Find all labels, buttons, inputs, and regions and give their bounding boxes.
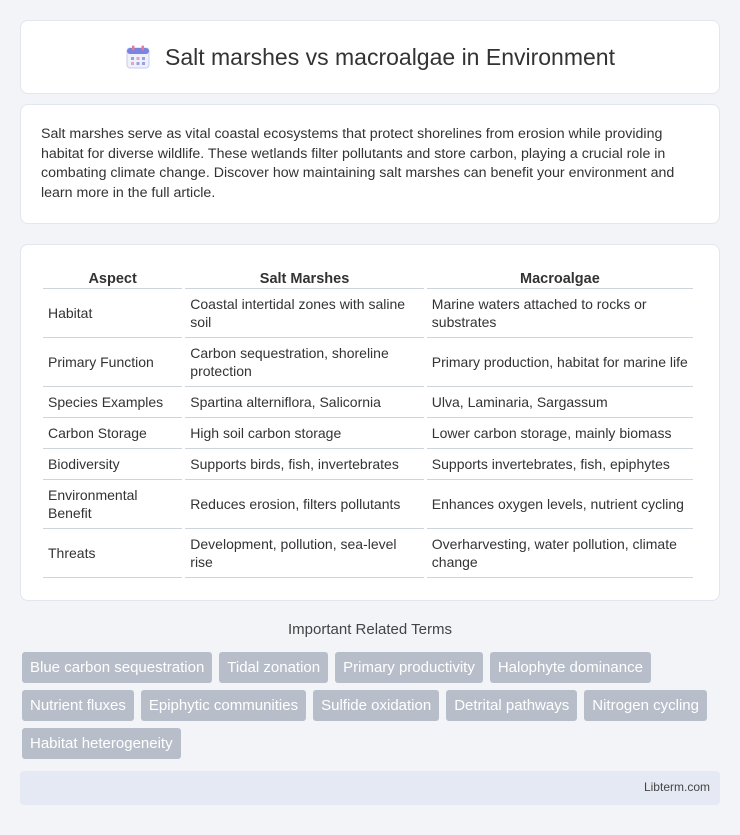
table-cell: Primary Function <box>43 338 182 387</box>
page-title: Salt marshes vs macroalgae in Environment <box>165 43 615 70</box>
calendar-icon <box>125 44 151 70</box>
table-cell: Lower carbon storage, mainly biomass <box>427 418 693 449</box>
table-row <box>43 418 693 449</box>
table-cell: Supports invertebrates, fish, epiphytes <box>427 449 693 480</box>
column-header-macroalgae: Macroalgae <box>427 267 693 289</box>
intro-card <box>20 104 720 224</box>
table-card <box>20 244 720 601</box>
table-cell: Carbon sequestration, shoreline protection <box>185 338 424 387</box>
table-header-row <box>43 267 693 289</box>
related-terms-list <box>22 652 722 759</box>
related-term-tag[interactable]: Epiphytic communities <box>141 690 306 721</box>
related-term-tag[interactable]: Halophyte dominance <box>490 652 651 683</box>
table-row <box>43 529 693 578</box>
column-header-aspect: Aspect <box>43 267 182 289</box>
related-term-tag[interactable]: Nutrient fluxes <box>22 690 134 721</box>
table-cell: Reduces erosion, filters pollutants <box>185 480 424 529</box>
related-term-tag[interactable]: Nitrogen cycling <box>584 690 707 721</box>
table-row <box>43 480 693 529</box>
related-term-tag[interactable]: Tidal zonation <box>219 652 328 683</box>
table-cell: Marine waters attached to rocks or substrates <box>427 289 693 338</box>
related-term-tag[interactable]: Sulfide oxidation <box>313 690 439 721</box>
table-cell: Environmental Benefit <box>43 480 182 529</box>
table-row <box>43 449 693 480</box>
table-cell: Enhances oxygen levels, nutrient cycling <box>427 480 693 529</box>
table-row <box>43 289 693 338</box>
comparison-table <box>40 267 696 578</box>
related-term-tag[interactable]: Detrital pathways <box>446 690 577 721</box>
related-term-tag[interactable]: Primary productivity <box>335 652 483 683</box>
table-cell: Development, pollution, sea-level rise <box>185 529 424 578</box>
intro-text: Salt marshes serve as vital coastal ecosystems that protect shorelines from erosion while providing habitat for diverse wildlife. These wetlands filter pollutants and store carbon, playing a crucial role in combating climate change. Discover how maintaining salt marshes can benefit your environment and learn more in the full article. <box>41 126 675 201</box>
table-row <box>43 387 693 418</box>
column-header-salt-marshes: Salt Marshes <box>185 267 424 289</box>
header-card <box>20 20 720 94</box>
footer <box>20 771 720 805</box>
table-cell: Spartina alterniflora, Salicornia <box>185 387 424 418</box>
table-cell: Habitat <box>43 289 182 338</box>
table-cell: Threats <box>43 529 182 578</box>
table-cell: Carbon Storage <box>43 418 182 449</box>
title-wrap <box>125 44 615 71</box>
table-cell: Primary production, habitat for marine life <box>427 338 693 387</box>
table-cell: Overharvesting, water pollution, climate change <box>427 529 693 578</box>
table-cell: High soil carbon storage <box>185 418 424 449</box>
table-cell: Biodiversity <box>43 449 182 480</box>
related-term-tag[interactable]: Habitat heterogeneity <box>22 728 181 759</box>
related-term-tag[interactable]: Blue carbon sequestration <box>22 652 212 683</box>
table-cell: Coastal intertidal zones with saline soil <box>185 289 424 338</box>
table-cell: Species Examples <box>43 387 182 418</box>
table-row <box>43 338 693 387</box>
related-terms-title: Important Related Terms <box>288 621 452 638</box>
footer-site-link[interactable]: Libterm.com <box>643 780 710 794</box>
table-cell: Ulva, Laminaria, Sargassum <box>427 387 693 418</box>
table-cell: Supports birds, fish, invertebrates <box>185 449 424 480</box>
